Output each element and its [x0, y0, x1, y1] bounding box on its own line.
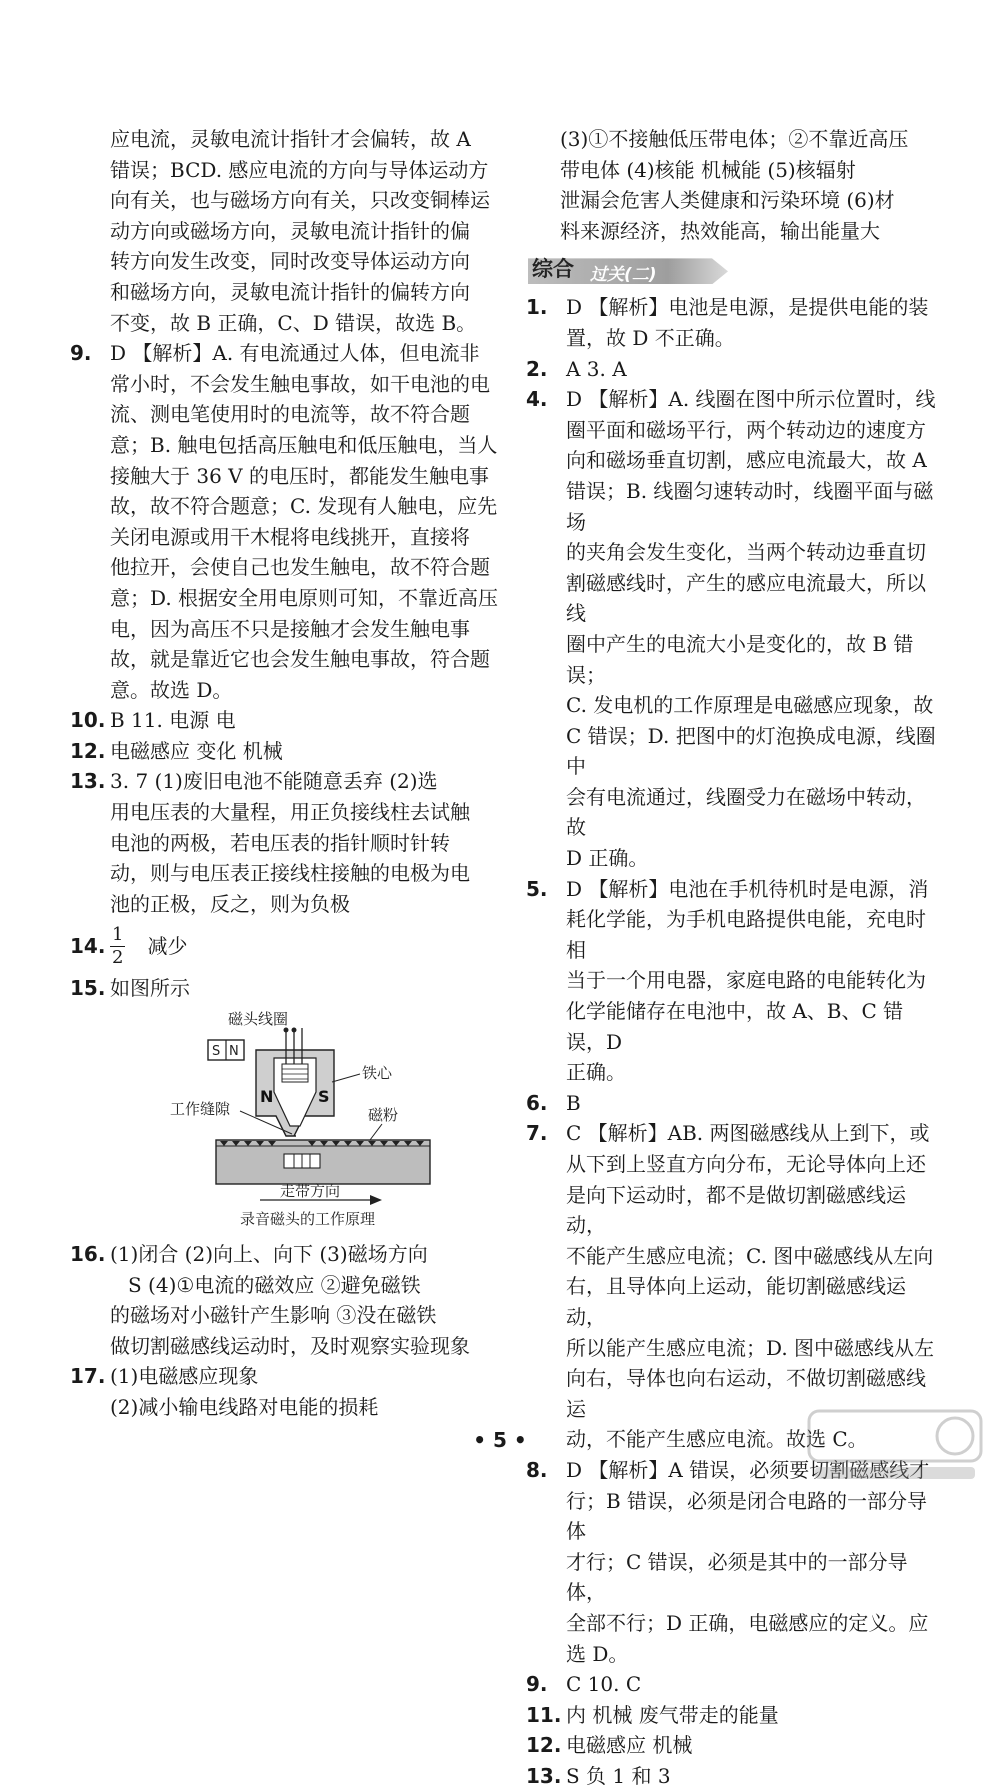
item-number: 5.: [526, 876, 548, 901]
text-line: 向有关，也与磁场方向有关，只改变铜棒运: [110, 188, 490, 213]
item-number: 15.: [70, 976, 106, 1001]
item-number: 11.: [526, 1702, 562, 1727]
answer-item-5: [526, 874, 938, 1088]
text-line: 右，且导体向上运动，能切割磁感线运动，: [566, 1274, 906, 1329]
text-line: 不变，故 B 正确，C、D 错误，故选 B。: [110, 310, 477, 335]
text-line: C 【解析】AB. 两图磁感线从上到下，或: [566, 1121, 930, 1146]
text-line: D 【解析】电池在手机待机时是电源，消: [566, 876, 929, 901]
text-line: 电池的两极，若电压表的指针顺时针转: [110, 830, 450, 855]
text-line: 减少: [147, 934, 188, 959]
answer-item-2: [526, 354, 938, 385]
text-line: 错误；B. 线圈匀速转动时，线圈平面与磁场: [566, 478, 934, 534]
item-number: 6.: [526, 1090, 548, 1115]
text-line: S 负 1 和 3: [566, 1763, 671, 1788]
item-number: 1.: [526, 295, 548, 320]
text-line: 动，则与电压表正接线柱接触的电极为电: [110, 861, 470, 886]
answer-item-13: [526, 1761, 938, 1791]
text-line: 料来源经济，热效能高，输出能量大: [560, 218, 880, 243]
item-number: 12.: [70, 738, 106, 763]
item-number: 9.: [70, 341, 92, 366]
text-line: 会有电流通过，线圈受力在磁场中转动，故: [566, 784, 926, 840]
text-line: (1)闭合 (2)向上、向下 (3)磁场方向: [110, 1242, 428, 1267]
text-line: 的夹角会发生变化，当两个转动边垂直切: [566, 540, 926, 565]
text-line: B 11. 电源 电: [110, 708, 236, 733]
pole-s-label: S: [318, 1087, 330, 1107]
text-line: 电磁感应 变化 机械: [110, 738, 283, 763]
text-line: (1)电磁感应现象: [110, 1364, 259, 1389]
text-line: C 10. C: [566, 1672, 642, 1697]
text-line: 不能产生感应电流；C. 图中磁感线从左向: [566, 1243, 934, 1268]
answer-item-16: [70, 1239, 500, 1361]
text-line: 圈中产生的电流大小是变化的，故 B 错误；: [566, 631, 914, 687]
text-line: 正确。: [566, 1060, 626, 1085]
text-line: 动方向或磁场方向，灵敏电流计指针的偏: [110, 218, 470, 243]
text-line: 意；D. 根据安全用电原则可知，不靠近高压: [110, 585, 499, 610]
text-line: 才行；C 错误，必须是其中的一部分导体，: [566, 1549, 908, 1605]
text-line: D 【解析】A. 线圈在图中所示位置时，线: [566, 387, 936, 412]
answer-item-14: [70, 919, 500, 973]
sn-n-label: N: [229, 1044, 239, 1060]
answer-item-9: [70, 338, 500, 705]
item-number: 2.: [526, 356, 548, 381]
text-line: A 3. A: [566, 356, 627, 381]
right-column: [526, 124, 938, 1791]
item-number: 14.: [70, 934, 106, 959]
text-line: 电，因为高压不只是接触才会发生触电事: [110, 616, 470, 641]
direction-label: 走带方向: [280, 1182, 341, 1201]
answer-item-6: [526, 1088, 938, 1119]
item-number: 17.: [70, 1364, 106, 1389]
answer-item-15: [70, 973, 500, 1004]
text-line: C 错误；D. 把图中的灯泡换成电源，线圈中: [566, 723, 936, 779]
gap-label: 工作缝隙: [170, 1100, 231, 1119]
text-line: D 正确。: [566, 846, 649, 871]
watermark-icon: [805, 1405, 985, 1485]
text-line: 耗化学能，为手机电路提供电能，充电时相: [566, 907, 926, 962]
text-line: 向右，导体也向右运动，不做切割磁感线运: [566, 1366, 926, 1421]
text-line: 选 D。: [566, 1641, 629, 1666]
text-line: 从下到上竖直方向分布，无论导体向上还: [566, 1152, 926, 1176]
text-line: 意；B. 触电包括高压触电和低压触电，当人: [110, 432, 498, 457]
text-line: 化学能储存在电池中，故 A、B、C 错误，D: [566, 999, 904, 1054]
powder-label: 磁粉: [368, 1106, 399, 1125]
text-line: 池的正极，反之，则为负极: [110, 891, 350, 916]
text-line: 置，故 D 不正确。: [566, 325, 735, 350]
answer-item-11: [526, 1700, 938, 1731]
coil-label: 磁头线圈: [228, 1010, 289, 1029]
tape-icon: [216, 1140, 430, 1184]
text-line: C. 发电机的工作原理是电磁感应现象，故: [566, 693, 934, 718]
text-line: 和磁场方向，灵敏电流计指针的偏转方向: [110, 279, 470, 304]
diagram-svg: [70, 1008, 500, 1233]
answer-item-8: [526, 1455, 938, 1669]
text-line: D 【解析】A. 有电流通过人体，但电流非: [110, 341, 480, 366]
text-line: B: [566, 1090, 581, 1115]
answer-item-9: [526, 1669, 938, 1700]
answer-item-4: [526, 384, 938, 874]
text-line: 向和磁场垂直切割，感应电流最大，故 A: [566, 448, 927, 473]
diagram-caption: 录音磁头的工作原理: [240, 1210, 376, 1229]
text-line: 全部不行；D 正确，电磁感应的定义。应: [566, 1610, 929, 1635]
text-line: 圈平面和磁场平行，两个转动边的速度方: [566, 417, 926, 442]
text-line: 是向下运动时，都不是做切割磁感线运动，: [566, 1182, 906, 1238]
page-number: • 5 •: [473, 1428, 527, 1452]
section-header: [528, 252, 938, 288]
text-line: 关闭电源或用干木棍将电线挑开，直接将: [110, 524, 470, 549]
fraction-numerator: 1: [112, 923, 124, 945]
pole-n-label: N: [260, 1087, 274, 1107]
text-line: 3. 7 (1)废旧电池不能随意丢弃 (2)选: [110, 769, 438, 794]
answer-item-10: [70, 705, 500, 736]
answer-item-12: [70, 736, 500, 767]
recording-head-diagram: [70, 1008, 500, 1233]
text-line: 当于一个用电器，家庭电路的电能转化为: [566, 968, 926, 993]
section-title: 综合: [532, 257, 574, 282]
text-line: 电磁感应 机械: [566, 1733, 693, 1758]
text-line: 应电流，灵敏电流计指针才会偏转，故 A: [110, 127, 471, 151]
text-line: 故，故不符合题意；C. 发现有人触电，应先: [110, 494, 498, 519]
answer-item-17: [70, 1361, 500, 1422]
text-line: 内 机械 废气带走的能量: [566, 1702, 779, 1727]
text-line: 意。故选 D。: [110, 677, 233, 702]
text-line: 泄漏会危害人类健康和污染环境 (6)材: [560, 188, 895, 213]
item-number: 9.: [526, 1672, 548, 1697]
text-line: 带电体 (4)核能 机械能 (5)核辐射: [560, 157, 856, 182]
item-number: 16.: [70, 1242, 106, 1267]
answer-item-13: [70, 766, 500, 919]
item-number: 4.: [526, 387, 548, 412]
text-line: 用电压表的大量程，用正负接线柱去试触: [110, 800, 470, 825]
text-line: 动，不能产生感应电流。故选 C。: [566, 1427, 868, 1452]
left-column: [70, 124, 500, 1423]
intro-paragraph: [70, 124, 500, 338]
text-line: 错误；BCD. 感应电流的方向与导体运动方: [110, 157, 489, 182]
item-number: 13.: [70, 769, 106, 794]
text-line: 做切割磁感线运动时，及时观察实验现象: [110, 1333, 470, 1358]
item-number: 12.: [526, 1733, 562, 1758]
text-line: S (4)①电流的磁效应 ②避免磁铁: [128, 1272, 421, 1297]
text-line: 如图所示: [110, 976, 190, 1001]
text-line: 流、测电笔使用时的电流等，故不符合题: [110, 402, 470, 427]
text-line: (2)减小输电线路对电能的损耗: [110, 1395, 379, 1419]
fraction-denominator: 2: [112, 946, 124, 968]
item-number: 8.: [526, 1457, 548, 1482]
text-line: 的磁场对小磁针产生影响 ③没在磁铁: [110, 1303, 437, 1328]
text-line: D 【解析】A 错误，必须要切割磁感线才: [566, 1457, 930, 1482]
section-subtitle: 过关(二): [590, 265, 657, 286]
text-line: 行；B 错误，必须是闭合电路的一部分导体: [566, 1488, 928, 1544]
core-label: 铁心: [362, 1064, 393, 1083]
text-line: (3)①不接触低压带电体；②不靠近高压: [560, 127, 909, 151]
text-line: 割磁感线时，产生的感应电流最大，所以线: [566, 570, 926, 626]
answer-item-12: [526, 1730, 938, 1761]
fraction: [110, 924, 125, 969]
item-number: 13.: [526, 1763, 562, 1788]
sn-s-label: S: [212, 1044, 221, 1060]
text-line: D 【解析】电池是电源，是提供电能的装: [566, 295, 929, 320]
item-number: 10.: [70, 708, 106, 733]
text-line: 他拉开，会使自己也发生触电，故不符合题: [110, 555, 490, 580]
item-number: 7.: [526, 1121, 548, 1146]
text-line: 转方向发生改变，同时改变导体运动方向: [110, 249, 470, 274]
text-line: 接触大于 36 V 的电压时，都能发生触电事: [110, 463, 489, 488]
text-line: 常小时，不会发生触电事故，如干电池的电: [110, 371, 490, 396]
intro-paragraph: [526, 124, 938, 246]
answer-item-1: [526, 292, 938, 353]
text-line: 所以能产生感应电流；D. 图中磁感线从左: [566, 1335, 935, 1360]
text-line: 故，就是靠近它也会发生触电事故，符合题: [110, 647, 490, 672]
